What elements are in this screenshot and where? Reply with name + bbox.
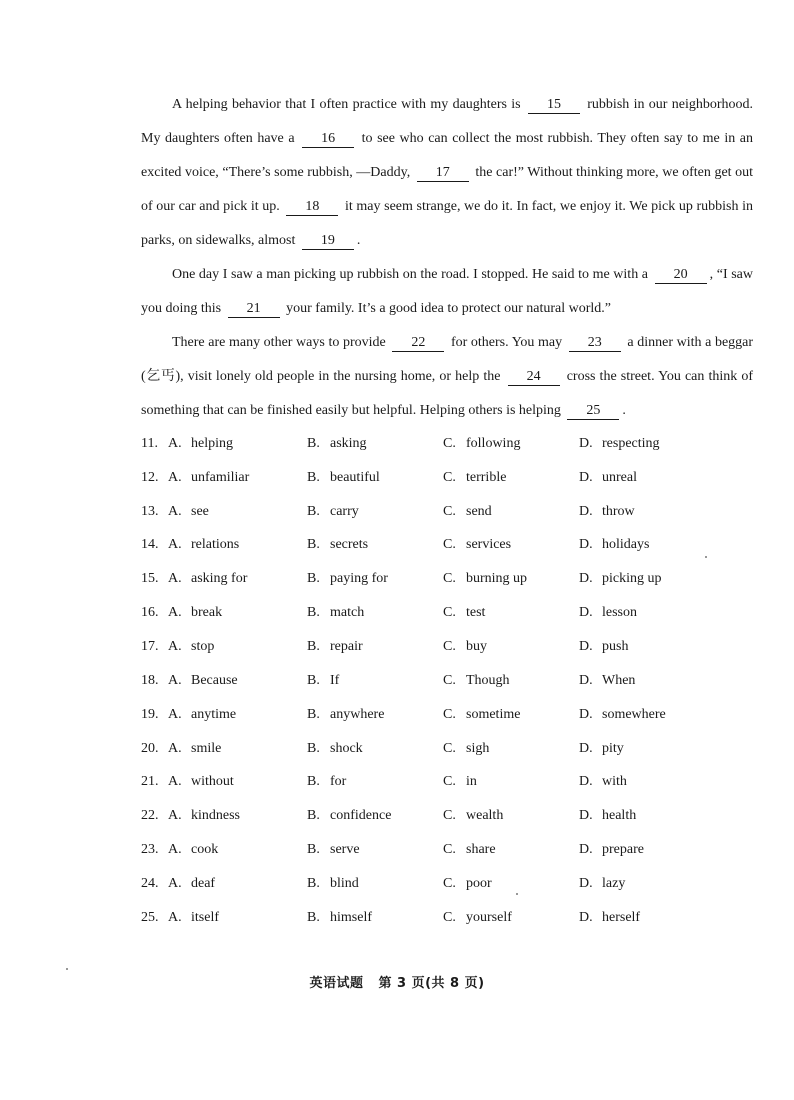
passage-text: to see who can collect the most rubbish. They often say to me in an excited voice, “There’s some rubbish, —Daddy, [141,131,753,180]
option-text: blind [330,875,359,891]
option-text: cook [191,842,219,858]
option-text: secrets [330,537,369,553]
option-b [307,842,443,858]
blank-21: 21 [228,301,280,318]
option-letter: D. [579,706,593,722]
option-b [307,537,443,553]
option-letter: C. [443,503,456,519]
option-text: helping [191,435,233,451]
option-a [168,808,307,824]
option-text: services [466,537,512,553]
option-letter: D. [579,842,593,858]
option-letter: D. [579,435,593,451]
option-text: break [191,605,223,621]
option-letter: D. [579,808,593,824]
option-d [579,876,739,892]
option-text: itself [191,909,219,925]
option-d [579,741,739,757]
passage-text: a dinner with a beggar (乞丐), visit lonely old people in the nursing home, or help the [141,335,754,384]
option-text: with [602,774,627,790]
option-letter: D. [579,537,593,553]
option-a [168,842,307,858]
option-letter: B. [307,875,320,891]
option-c [443,876,579,892]
question-number: 24. [141,875,159,891]
option-text: confidence [330,808,392,824]
option-a [168,910,307,926]
scan-speck [705,556,707,558]
option-text: unfamiliar [191,469,250,485]
blank-23: 23 [569,335,621,352]
option-letter: A. [168,808,182,824]
option-c [443,673,579,689]
option-d [579,537,739,553]
option-text: smile [191,740,222,756]
option-text: push [602,638,629,654]
option-letter: C. [443,605,456,621]
option-letter: B. [307,503,320,519]
blank-22: 22 [392,335,444,352]
answer-options [141,427,761,935]
option-letter: B. [307,808,320,824]
option-c [443,571,579,587]
option-letter: B. [307,672,320,688]
option-c [443,910,579,926]
option-row [141,765,761,799]
option-row [141,833,761,867]
passage-text: . [356,233,361,248]
option-letter: B. [307,638,320,654]
blank-24: 24 [508,369,560,386]
option-text: When [602,672,636,688]
option-letter: A. [168,875,182,891]
option-c [443,707,579,723]
option-d [579,707,739,723]
option-c [443,639,579,655]
option-row [141,427,761,461]
option-text: stop [191,638,215,654]
question-number: 11. [141,435,158,451]
option-b [307,774,443,790]
footer-page-number: 第 3 页(共 8 页) [378,976,485,991]
passage-text: cross the street. You can think of something that can be finished easily but helpful. Helping others is helping [141,369,754,418]
passage-text: One day I saw a man picking up rubbish on the road. I stopped. He said to me with a [172,267,649,282]
blank-15: 15 [528,97,580,114]
question-number: 20. [141,740,159,756]
blank-16: 16 [302,131,354,148]
option-c [443,774,579,790]
passage-text: A helping behavior that I often practice with my daughters is [172,97,521,112]
option-a [168,774,307,790]
option-letter: C. [443,875,456,891]
option-letter: B. [307,605,320,621]
question-number: 22. [141,808,159,824]
option-text: lazy [602,875,626,891]
option-a [168,605,307,621]
option-c [443,741,579,757]
option-letter: C. [443,435,456,451]
option-text: Though [466,672,510,688]
option-b [307,504,443,520]
option-letter: A. [168,469,182,485]
option-letter: A. [168,842,182,858]
option-letter: B. [307,774,320,790]
option-d [579,639,739,655]
option-text: respecting [602,435,660,451]
paragraph-2 [141,258,753,326]
option-c [443,504,579,520]
option-letter: C. [443,638,456,654]
option-letter: D. [579,672,593,688]
option-row [141,732,761,766]
option-d [579,774,739,790]
option-row [141,901,761,935]
option-letter: A. [168,774,182,790]
option-text: pity [602,740,624,756]
option-letter: B. [307,909,320,925]
option-b [307,470,443,486]
option-letter: B. [307,537,320,553]
option-b [307,436,443,452]
option-letter: A. [168,435,182,451]
passage-text: it may seem strange, we do it. In fact, we enjoy it. We pick up rubbish in parks, on sidewalks, almost [141,199,754,248]
option-row [141,562,761,596]
passage-text: your family. It’s a good idea to protect our natural world.” [286,301,612,316]
option-row [141,495,761,529]
option-c [443,842,579,858]
option-row [141,867,761,901]
blank-17: 17 [417,165,469,182]
option-text: paying for [330,571,388,587]
option-text: somewhere [602,706,666,722]
option-letter: D. [579,774,593,790]
question-number: 25. [141,909,159,925]
option-a [168,673,307,689]
blank-25: 25 [567,403,619,420]
question-number: 15. [141,571,159,587]
option-a [168,571,307,587]
option-letter: C. [443,706,456,722]
option-text: share [466,842,496,858]
option-letter: A. [168,638,182,654]
option-text: send [466,503,492,519]
option-text: asking [330,435,367,451]
option-letter: D. [579,638,593,654]
option-text: If [330,672,340,688]
option-row [141,698,761,732]
option-letter: B. [307,740,320,756]
option-text: serve [330,842,360,858]
option-letter: C. [443,909,456,925]
option-text: beautiful [330,469,380,485]
passage-text: the car!” Without thinking more, we often get out of our car and pick it up. [141,165,753,214]
footer-subject: 英语试题 [309,976,364,991]
option-text: sigh [466,740,490,756]
option-a [168,741,307,757]
option-text: asking for [191,571,248,587]
option-text: health [602,808,637,824]
option-row [141,461,761,495]
option-row [141,664,761,698]
question-number: 13. [141,503,159,519]
option-letter: D. [579,740,593,756]
option-row [141,630,761,664]
option-letter: C. [443,469,456,485]
option-c [443,470,579,486]
option-b [307,910,443,926]
option-text: throw [602,503,635,519]
option-letter: D. [579,875,593,891]
option-b [307,571,443,587]
option-text: without [191,774,234,790]
option-letter: B. [307,571,320,587]
option-text: prepare [602,842,644,858]
option-text: anytime [191,706,237,722]
passage-text: There are many other ways to provide [172,335,386,350]
option-b [307,876,443,892]
option-letter: A. [168,503,182,519]
option-d [579,504,739,520]
option-a [168,537,307,553]
option-letter: D. [579,469,593,485]
option-a [168,470,307,486]
option-text: yourself [466,909,512,925]
option-d [579,571,739,587]
option-text: terrible [466,469,507,485]
option-text: holidays [602,537,650,553]
question-number: 21. [141,774,159,790]
option-a [168,707,307,723]
option-text: himself [330,909,372,925]
option-letter: C. [443,808,456,824]
option-letter: A. [168,672,182,688]
option-text: herself [602,909,641,925]
option-text: kindness [191,808,240,824]
option-text: relations [191,537,240,553]
blank-18: 18 [286,199,338,216]
question-number: 17. [141,638,159,654]
option-c [443,808,579,824]
option-letter: C. [443,537,456,553]
option-letter: B. [307,435,320,451]
option-text: anywhere [330,706,385,722]
question-number: 19. [141,706,159,722]
option-a [168,639,307,655]
option-d [579,673,739,689]
option-d [579,842,739,858]
option-a [168,436,307,452]
option-text: following [466,435,521,451]
option-text: match [330,605,365,621]
option-c [443,436,579,452]
option-text: test [466,605,486,621]
option-letter: C. [443,672,456,688]
option-d [579,605,739,621]
paragraph-1 [141,88,753,258]
question-number: 14. [141,537,159,553]
blank-20: 20 [655,267,707,284]
option-letter: C. [443,740,456,756]
option-a [168,876,307,892]
passage-text: for others. You may [450,335,563,350]
option-letter: B. [307,706,320,722]
option-b [307,639,443,655]
option-b [307,605,443,621]
option-text: see [191,503,209,519]
option-d [579,436,739,452]
option-b [307,808,443,824]
option-text: repair [330,638,363,654]
option-text: deaf [191,875,216,891]
option-letter: A. [168,605,182,621]
blank-19: 19 [302,233,354,250]
option-letter: D. [579,909,593,925]
option-text: in [466,774,477,790]
option-letter: A. [168,740,182,756]
passage-text: , “I saw you doing this [141,267,753,316]
scan-speck [516,893,518,895]
scan-speck [66,968,68,970]
option-letter: C. [443,571,456,587]
option-b [307,707,443,723]
option-letter: C. [443,842,456,858]
option-text: carry [330,503,359,519]
option-text: Because [191,672,238,688]
option-c [443,605,579,621]
option-text: lesson [602,605,637,621]
option-b [307,741,443,757]
question-number: 18. [141,672,159,688]
option-text: buy [466,638,487,654]
option-d [579,808,739,824]
option-d [579,910,739,926]
option-letter: A. [168,909,182,925]
option-d [579,470,739,486]
option-letter: D. [579,503,593,519]
passage-text: rubbish in our neighborhood. My daughters often have a [141,97,754,146]
option-letter: B. [307,842,320,858]
option-letter: D. [579,571,593,587]
option-c [443,537,579,553]
option-text: for [330,774,347,790]
passage-text: . [622,403,626,418]
option-row [141,799,761,833]
option-letter: A. [168,706,182,722]
question-number: 16. [141,605,159,621]
option-letter: C. [443,774,456,790]
option-letter: B. [307,469,320,485]
paragraph-3 [141,326,753,428]
option-text: wealth [466,808,504,824]
option-letter: D. [579,605,593,621]
option-text: shock [330,740,363,756]
option-row [141,529,761,563]
option-text: picking up [602,571,662,587]
question-number: 23. [141,842,159,858]
option-letter: A. [168,571,182,587]
option-text: burning up [466,571,528,587]
option-a [168,504,307,520]
option-text: unreal [602,469,637,485]
option-text: poor [466,875,492,891]
cloze-passage [141,88,753,428]
option-row [141,596,761,630]
page-footer [0,972,794,991]
option-letter: A. [168,537,182,553]
option-text: sometime [466,706,521,722]
question-number: 12. [141,469,159,485]
option-b [307,673,443,689]
